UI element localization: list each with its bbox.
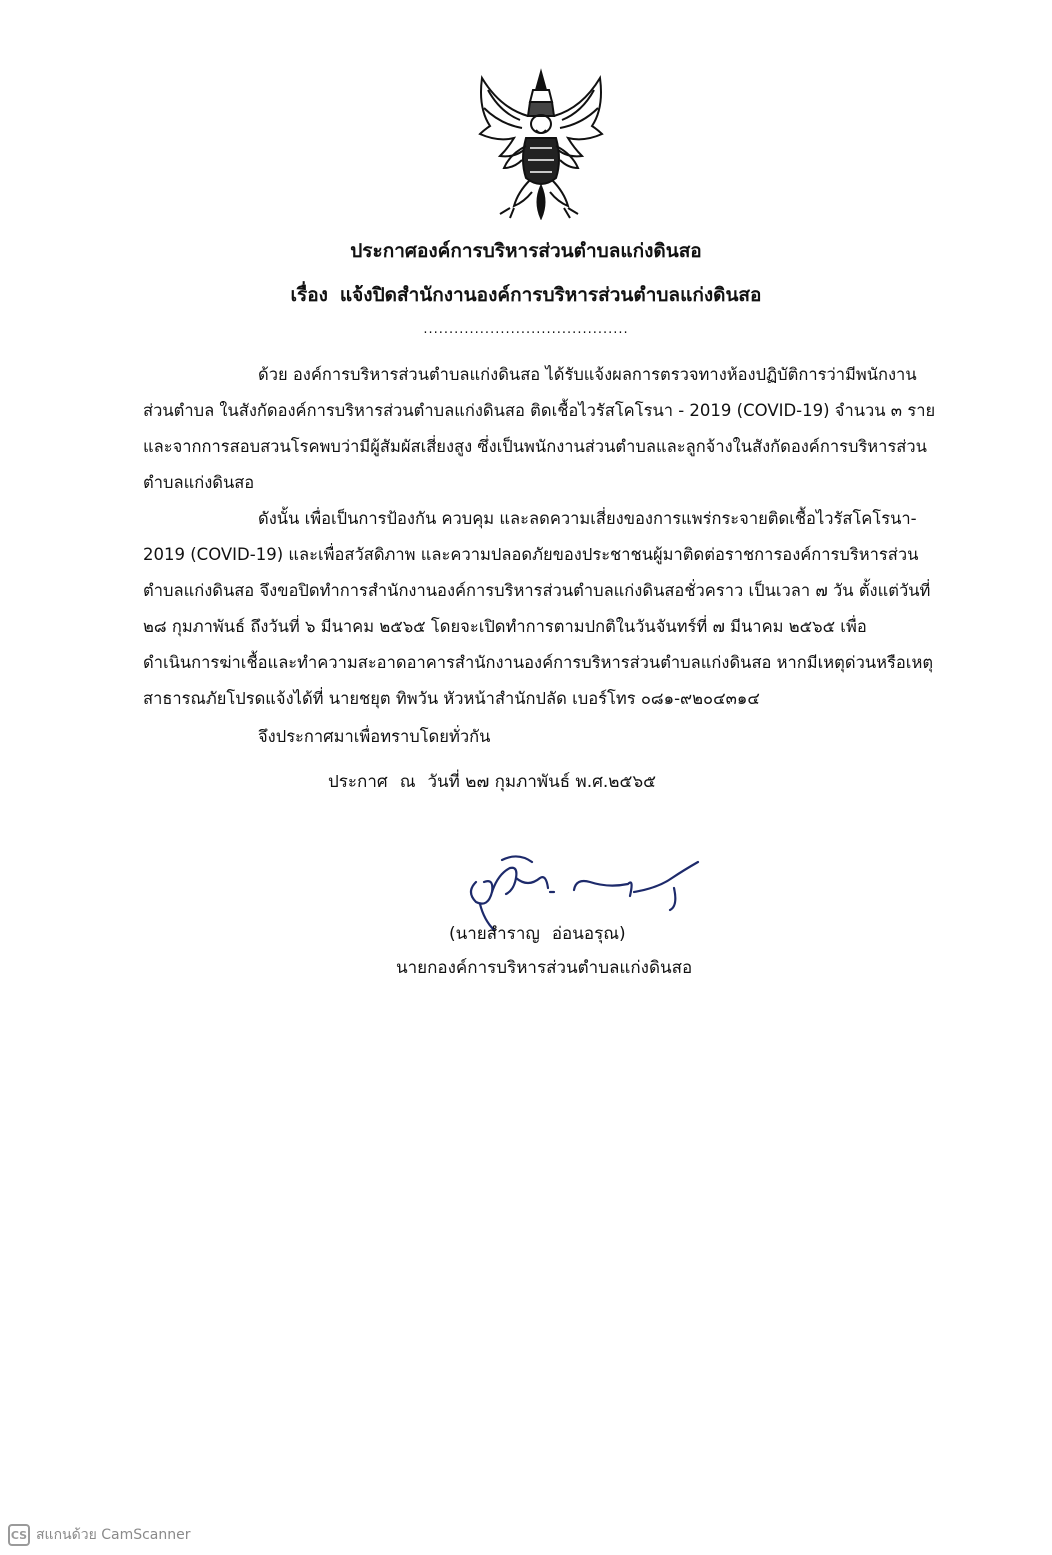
paragraph2-line: สาธารณภัยโปรดแจ้งได้ที่ นายชยุต ทิพวัน หัวหน้าสำนักปลัด เบอร์โทร ๐๘๑-๙๒๐๔๓๑๔ (143, 689, 760, 708)
subject-label: เรื่อง (290, 284, 328, 306)
paragraph1-line: ตำบลแก่งดินสอ (143, 473, 255, 492)
separator-dots: ........................................ (423, 322, 629, 337)
announce-date-line (328, 768, 656, 795)
signer-name-first: (นายสำราญ (449, 924, 540, 944)
closing-line: จึงประกาศมาเพื่อทราบโดยทั่วกัน (258, 727, 491, 746)
announce-date: วันที่ ๒๗ กุมภาพันธ์ พ.ศ.๒๕๖๕ (427, 772, 657, 792)
announce-label: ประกาศ (328, 772, 388, 792)
paragraph2-line: ดังนั้น เพื่อเป็นการป้องกัน ควบคุม และลดความเสี่ยงของการแพร่กระจายติดเชื้อไวรัสโคโรนา- (258, 509, 917, 528)
camscanner-text: สแกนด้วย CamScanner (36, 1527, 191, 1543)
subject-line (0, 280, 1052, 310)
paragraph2-line: ๒๘ กุมภาพันธ์ ถึงวันที่ ๖ มีนาคม ๒๕๖๕ โดยจะเปิดทำการตามปกติในวันจันทร์ที่ ๗ มีนาคม ๒๕๖๕ เพื่อ (143, 617, 867, 636)
signer-position: นายกองค์การบริหารส่วนตำบลแก่งดินสอ (396, 958, 693, 978)
paragraph2-line: ตำบลแก่งดินสอ จึงขอปิดทำการสำนักงานองค์การบริหารส่วนตำบลแก่งดินสอชั่วคราว เป็นเวลา ๗ วัน ตั้งแต่วันที่ (143, 581, 931, 600)
paragraph1-line: ด้วย องค์การบริหารส่วนตำบลแก่งดินสอ ได้รับแจ้งผลการตรวจทางห้องปฏิบัติการว่ามีพนักงาน (258, 365, 917, 384)
garuda-emblem-icon (470, 68, 612, 220)
camscanner-icon: CS (8, 1524, 30, 1546)
document-title: ประกาศองค์การบริหารส่วนตำบลแก่งดินสอ (350, 240, 702, 262)
paragraph2-line: 2019 (COVID-19) และเพื่อสวัสดิภาพ และความปลอดภัยของประชาชนผู้มาติดต่อราชการองค์การบริหารส่วน (143, 545, 919, 564)
announce-at: ณ (399, 772, 416, 792)
subject-text: แจ้งปิดสำนักงานองค์การบริหารส่วนตำบลแก่งดินสอ (339, 284, 762, 306)
signer-name (449, 920, 626, 947)
paragraph2-line: ดำเนินการฆ่าเชื้อและทำความสะอาดอาคารสำนักงานองค์การบริหารส่วนตำบลแก่งดินสอ หากมีเหตุด่วนหรือเหตุ (143, 653, 934, 672)
paragraph1-line: ส่วนตำบล ในสังกัดองค์การบริหารส่วนตำบลแก่งดินสอ ติดเชื้อไวรัสโคโรนา - 2019 (COVID-19) จำนวน ๓ ราย (143, 401, 936, 420)
signer-name-last: อ่อนอรุณ) (551, 924, 626, 944)
paragraph1-line: และจากการสอบสวนโรคพบว่ามีผู้สัมผัสเสี่ยงสูง ซึ่งเป็นพนักงานส่วนตำบลและลูกจ้างในสังกัดองค์การบริหารส่วน (143, 437, 927, 456)
camscanner-watermark (8, 1524, 191, 1546)
